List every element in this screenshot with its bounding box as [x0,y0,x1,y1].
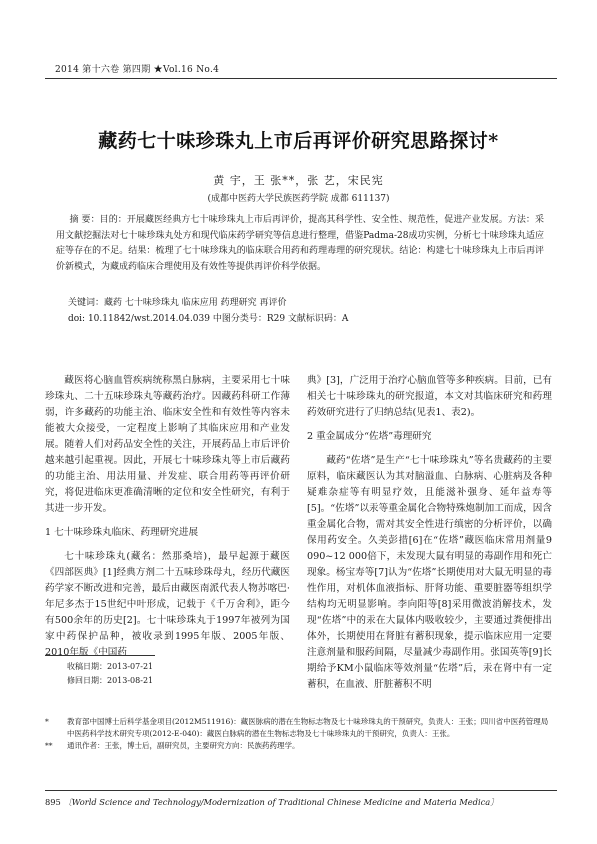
keywords-line: 关键词：藏药 七十味珍珠丸 临床应用 药理研究 再评价 [68,298,287,308]
abstract [56,213,544,275]
right-column [307,373,552,693]
footnote-rule [45,655,155,656]
page-number: 895 [45,797,61,807]
note-mark: * [45,717,49,726]
footer-rule [45,790,557,791]
note-text: 通讯作者：王张，博士后，副研究员，主要研究方向：民族药药理学。 [67,741,300,750]
intro-paragraph: 藏医将心脑血管疾病统称黑白脉病，主要采用七十味珍珠丸、二十五味珍珠丸等藏药治疗。因藏药科研工作薄弱，许多藏药的功能主治、临床安全性和有效性等内容未能被大众接受，一定程度上影响了其临床应用和产业发展。随着人们对药品安全性的关注，开展药品上市后评价越来越引起重视。因此，开展七十味珍珠丸等上市后藏药的功能主治、用法用量、并发症、联合用药等再评价研究，将促进临床更准确清晰的定位和安全性研究，有利于其进一步开发。 [45,375,290,514]
keywords-block [68,296,548,327]
revised-date: 修回日期：2013-08-21 [67,676,154,685]
journal-name: 〔World Science and Technology/Modernization of Traditional Chinese Medicine and Materia Medica〕 [63,797,499,807]
funding-notes [45,716,555,752]
page-footer [45,796,565,808]
section-2-heading: 2 重金属成分“佐塔”毒理研究 [307,431,432,442]
section-1-paragraph: 七十味珍珠丸(藏名：然那桑培)，最早起源于藏医《四部医典》[1]经典方剂二十五味珍珠母丸，经历代藏医药学家不断改进和完善，最后由藏医南派代表人物苏喀巴·年尼多杰于15世纪中叶形成，记载于《千万舍利》，距今有500余年的历史[2]。七十味珍珠丸于1997年被列为国家中药保护品种，被收录到1995年版、2005年版、2010年版《中国药 [45,551,290,658]
article-title: 藏药七十味珍珠丸上市后再评价研究思路探讨* [98,130,499,152]
section-2-paragraph: 藏药“佐塔”是生产“七十味珍珠丸”等名贵藏药的主要原料，临床藏医认为其对脑溢血、白脉病、心脏病及各种疑难杂症等有明显疗效，且能滋补强身、延年益寿等[5]。“佐塔”以汞等重金属化合物特殊炮制加工而成，因含重金属化合物，需对其安全性进行缜密的分析评价，以确保用药安全。久美彭措[6]在“佐塔”藏医临床常用剂量9 090~12 000倍下，未发现大鼠有明显的毒副作用和死亡现象。杨宝寿等[7]认为“佐塔”长期使用对大鼠无明显的毒性作用，对机体血液指标、肝肾功能、重要脏器等组织学结构均无明显影响。李向阳等[8]采用微波消解技术，发现“佐塔”中的汞在大鼠体内吸收较少，主要通过粪便排出体外，长期使用在肾脏有蓄积现象，提示临床应用一定要注意剂量和服药间隔，尽量减少毒副作用。张国英等[9]长期给予KM小鼠临床等效剂量“佐塔”后，汞在肾中有一定蓄积，在血液、肝脏蓄积不明 [307,455,552,690]
correspondence-note [45,740,555,752]
author-list: 黄 宇，王 张**，张 艺，宋民宪 [213,174,384,187]
continued-paragraph: 典》[3]，广泛用于治疗心脑血管等多种疾病。目前，已有相关七十味珍珠丸的研究报道，本文对其临床研究和药理药效研究进行了归纳总结(见表1、表2)。 [307,375,552,418]
affiliation: (成都中医药大学民族医药学院 成都 611137) [207,194,390,204]
doi-line: doi: 10.11842/wst.2014.04.039 中图分类号：R29 文献标识码：A [68,313,349,324]
left-column [45,373,290,661]
note-text: 教育部中国博士后科学基金项目(2012M511916)：藏医脉病的潜在生物标志物及七十味珍珠丸的干预研究，负责人：王张；四川省中医药管理局中医药科学技术研究专项(2012-E-040)：藏医白脉病的潜在生物标志物及七十味珍珠丸的干预研究，负责人：王张。 [67,717,549,738]
journal-header: 2014 第十六卷 第四期 ★Vol.16 No.4 [55,65,220,75]
section-1-heading: 1 七十味珍珠丸临床、药理研究进展 [45,527,199,538]
footnote-dates [45,660,295,688]
funding-note [45,716,555,740]
abstract-text: 摘 要：目的：开展藏医经典方七十味珍珠丸上市后再评价，提高其科学性、安全性、规范性，促进产业发展。方法：采用文献挖掘法对七十味珍珠丸处方和现代临床药学研究等信息进行整理，借鉴Padma-28成功实例，分析七十味珍珠丸适应症等存在的不足。结果：梳理了七十味珍珠丸的临床联合用药和药理毒理的研究现状。结论：构建七十味珍珠丸上市后再评价新模式，为藏成药临床合理使用及有效性等提供再评价科学依据。 [56,215,544,272]
received-date: 收稿日期：2013-07-21 [67,662,154,671]
note-mark: ** [45,741,53,750]
header-rule [45,78,557,79]
